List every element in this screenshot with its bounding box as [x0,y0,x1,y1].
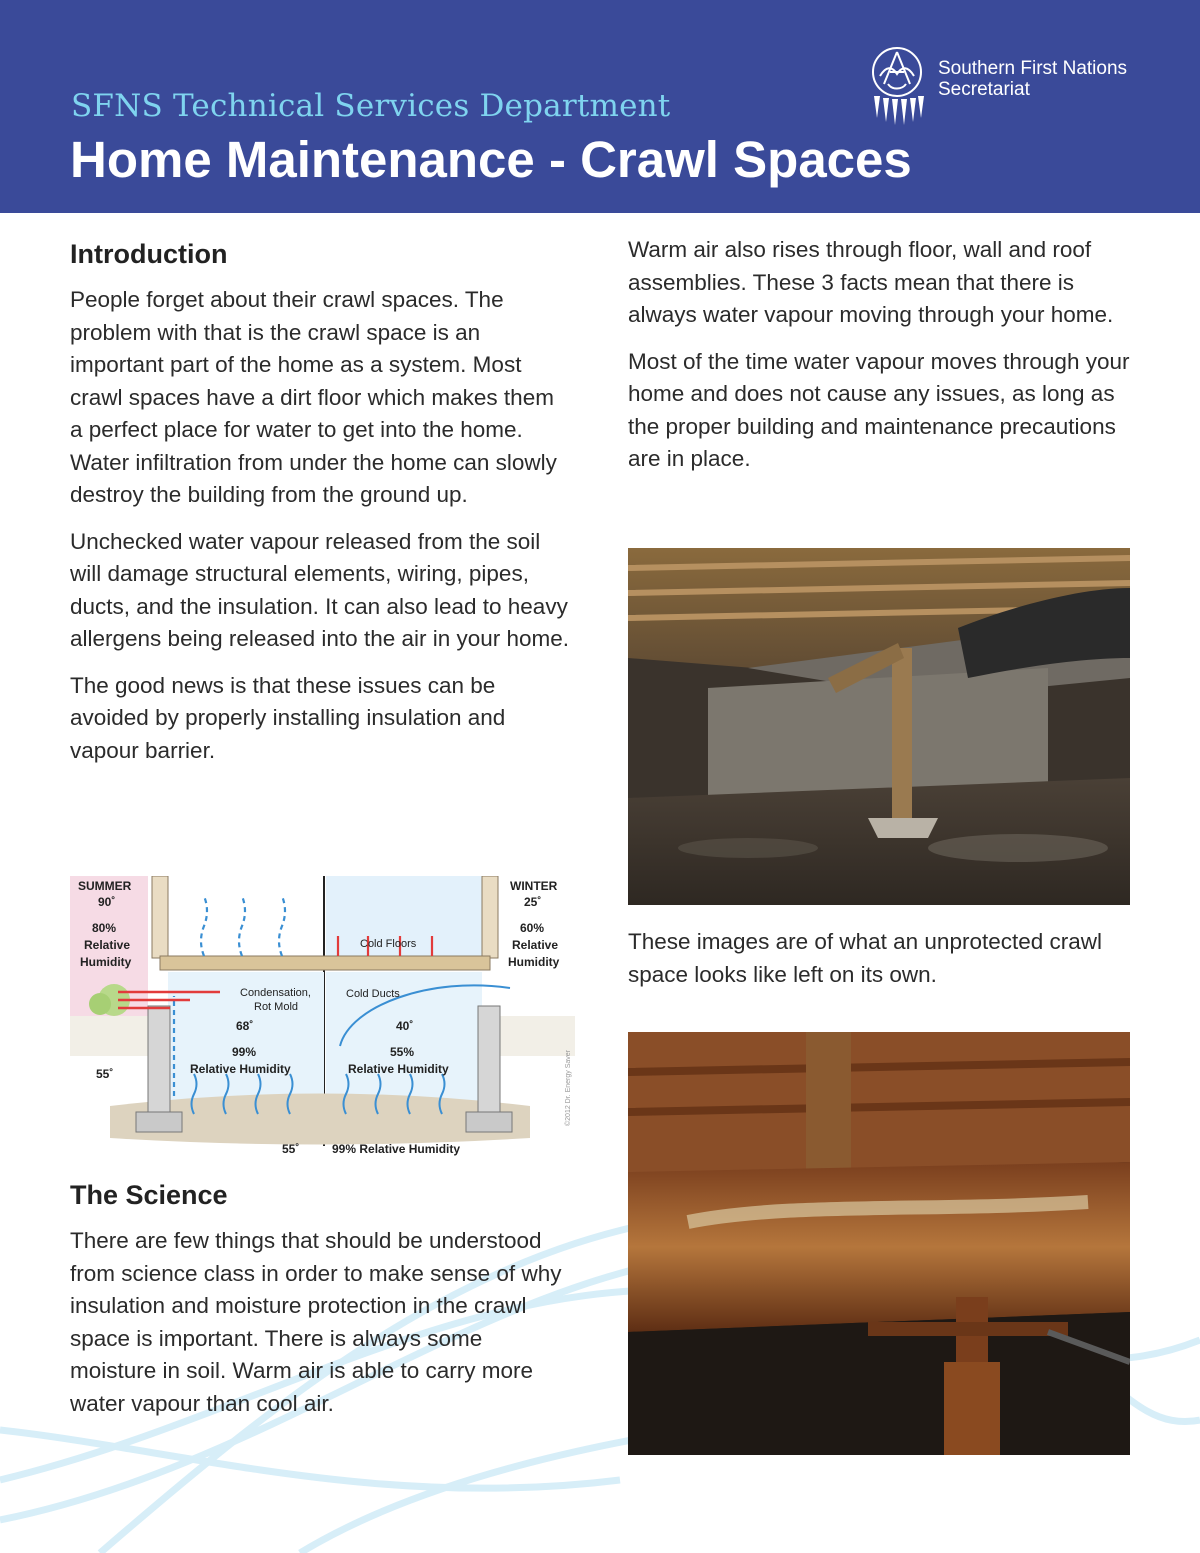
science-section [70,1175,570,1434]
introduction-paragraph-2: Unchecked water vapour released from the soil will damage structural elements, wiring, pipes, ducts, and the insulation. It can also lead to heavy allergens being released into the air in your home. [70,528,570,651]
winter-label: WINTER [510,879,558,893]
header-banner [0,0,1200,213]
organization-name [938,58,1127,100]
soil-rh: 99% Relative Humidity [332,1142,461,1156]
diagram-credit: ©2012 Dr. Energy Saver [565,1050,572,1126]
winter-humidity-label-2: Humidity [508,955,560,969]
soil-temp: 55˚ [282,1142,300,1156]
organization-name-line1: Southern First Nations [938,58,1128,79]
right-paragraph-2: Most of the time water vapour moves through your home and does not cause any issues, as long as the proper building and maintenance precautions are in place. [628,348,1130,471]
crawl-space-moisture-diagram [70,876,575,1159]
crawl-summer-rh: 99% [232,1045,257,1059]
right-column-text [628,234,1138,490]
crawl-space-photo [628,548,1130,905]
summer-temp: 90˚ [98,895,116,909]
page-title: Home Maintenance - Crawl Spaces [70,131,912,188]
rotted-joist-photo [628,1032,1130,1455]
rot-mold-label: Rot Mold [254,1001,299,1013]
department-name: SFNS Technical Services Department [71,88,671,124]
summer-humidity-label-1: Relative [84,938,131,952]
introduction-section [70,234,570,781]
crawl-summer-temp: 68˚ [236,1019,254,1033]
winter-temp: 25˚ [524,895,542,909]
summer-humidity-label-2: Humidity [80,955,132,969]
introduction-paragraph-1: People forget about their crawl spaces. The problem with that is the crawl space is an important part of the home as a system. Most crawl spaces have a dirt floor which makes them a perfect place for water to get into the home. Water infiltration from under the home can slowly destroy the building from the ground up. [70,287,557,507]
crawl-winter-rh: 55% [390,1045,415,1059]
summer-label: SUMMER [78,879,132,893]
photo-caption: These images are of what an unprotected crawl space looks like left on its own. [628,929,1103,987]
introduction-paragraph-3: The good news is that these issues can be avoided by properly installing insulation and vapour barrier. [70,672,506,763]
organization-name-line2: Secretariat [938,79,1030,100]
science-heading: The Science [70,1180,228,1210]
science-paragraph-1: There are few things that should be understood from science class in order to make sense of why insulation and moisture protection in the crawl space is important. There is always some moisture in soil. Warm air is able to carry more water vapour than cool air. [70,1228,562,1416]
outside-ground-temp: 55˚ [96,1067,114,1081]
summer-humidity-pct: 80% [92,921,117,935]
crawl-winter-rh-label: Relative Humidity [348,1062,449,1076]
right-paragraph-1: Warm air also rises through floor, wall and roof assemblies. These 3 facts mean that there is always water vapour moving through your home. [628,237,1114,327]
crawl-summer-rh-label: Relative Humidity [190,1062,291,1076]
cold-ducts-label: Cold Ducts [346,988,400,1000]
cold-floors-label: Cold Floors [360,938,417,950]
winter-humidity-pct: 60% [520,921,545,935]
crawl-winter-temp: 40˚ [396,1019,414,1033]
introduction-heading: Introduction [70,239,228,269]
condensation-label: Condensation, [240,987,311,999]
sfns-logo-icon [866,44,928,128]
winter-humidity-label-1: Relative [512,938,559,952]
